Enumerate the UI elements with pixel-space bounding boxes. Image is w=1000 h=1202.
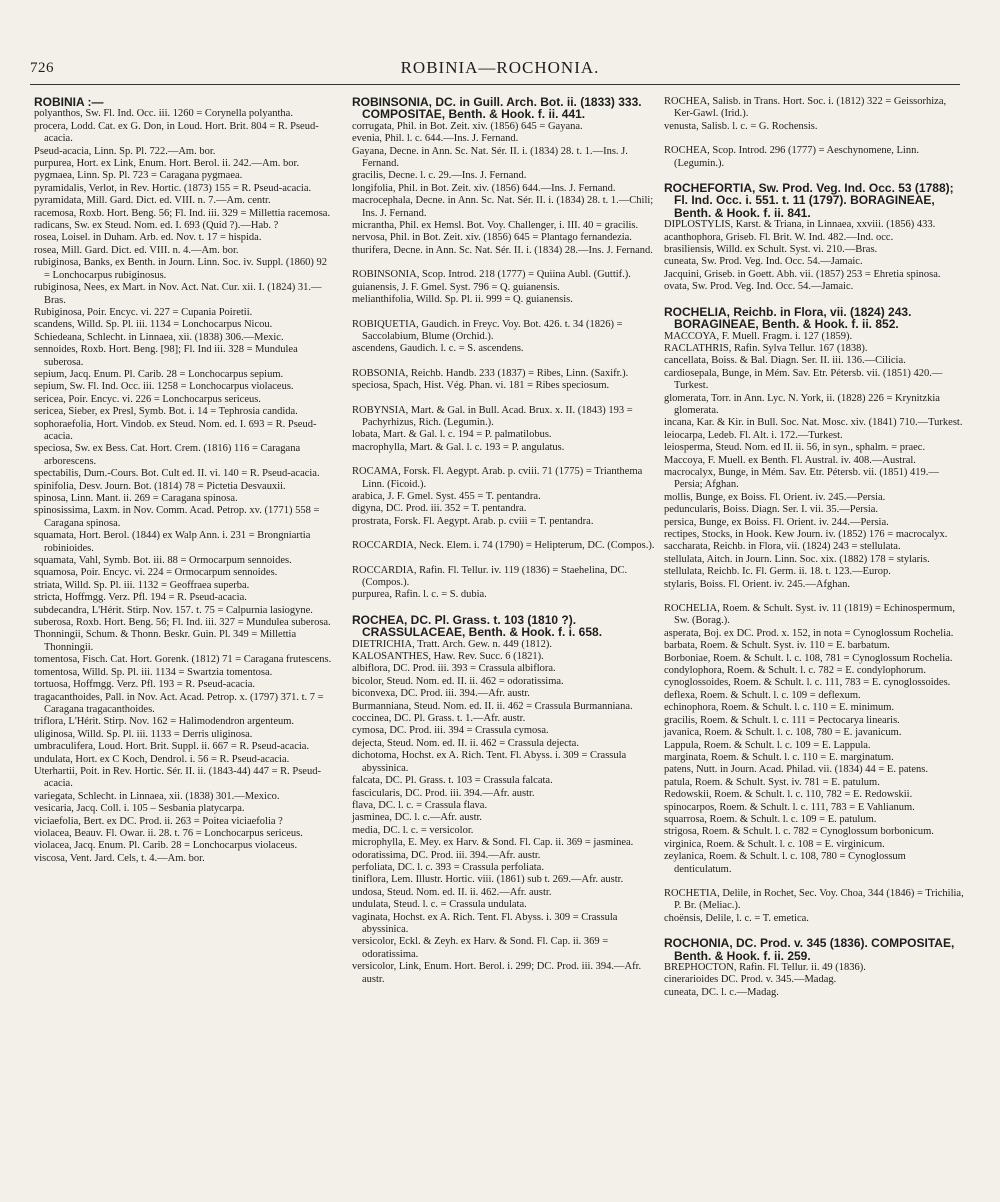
species-entry: patens, Nutt. in Journ. Acad. Philad. vii. (1834) 44 = E. patens.	[664, 764, 929, 776]
species-entry: spinifolia, Desv. Journ. Bot. (1814) 78 = Pictetia Desvauxii.	[34, 480, 286, 492]
species-entry: choënsis, Delile, l. c. = T. emetica.	[664, 912, 809, 924]
species-entry: venusta, Salisb. l. c. = G. Rochensis.	[664, 120, 818, 132]
species-entry: asperata, Boj. ex DC. Prod. x. 152, in nota = Cynoglossum Rochelia.	[664, 627, 954, 639]
species-entry: cuneata, Sw. Prod. Veg. Ind. Occ. 54.—Jamaic.	[664, 256, 863, 268]
species-entry: tiniflora, Lem. Illustr. Hortic. viii. (1861) sub t. 269.—Afr. austr.	[352, 874, 624, 886]
species-entry: sophoraefolia, Hort. Vindob. ex Steud. Nom. ed. I. 693 = R. Pseud-acacia.	[34, 418, 317, 442]
species-entry: cardiosepala, Bunge, in Mém. Sav. Etr. Pétersb. vii. (1851) 420.—Turkest.	[664, 367, 943, 392]
species-entry: ROBYNSIA, Mart. & Gal. in Bull. Acad. Brux. x. II. (1843) 193 = Pachyrhizus, Rich. (Legumin.).	[352, 404, 633, 428]
species-entry: gracilis, Decne. l. c. 29.—Ins. J. Fernand.	[352, 170, 527, 182]
species-entry: lobata, Mart. & Gal. l. c. 194 = P. palmatilobus.	[352, 429, 552, 441]
species-entry: prostrata, Forsk. Fl. Aegypt. Arab. p. cviii = T. pentandra.	[352, 515, 594, 527]
species-entry: ROBINSONIA, Scop. Introd. 218 (1777) = Quiina Aubl. (Guttif.).	[352, 269, 631, 281]
species-entry: Uterhartii, Poit. in Rev. Hortic. Sér. II. ii. (1843-44) 447 = R. Pseud-acacia.	[34, 765, 321, 790]
species-entry: vaginata, Hochst. ex A. Rich. Tent. Fl. Abyss. i. 309 = Crassula abyssinica.	[352, 911, 618, 935]
species-entry: melianthifolia, Willd. Sp. Pl. ii. 999 = Q. guianensis.	[352, 294, 573, 306]
species-entry: flava, DC. l. c. = Crassula flava.	[352, 799, 488, 811]
species-entry: umbraculifera, Loud. Hort. Brit. Suppl. ii. 667 = R. Pseud-acacia.	[34, 741, 310, 753]
species-entry: squamosa, Poir. Encyc. vi. 224 = Ormocarpum sennoides.	[34, 567, 278, 579]
genus-entry: ROBINSONIA, DC. in Guill. Arch. Bot. ii. (1833) 333. COMPOSITAE, Benth. & Hook. f. ii. 441.	[352, 95, 642, 122]
species-entry: Rubiginosa, Poir. Encyc. vi. 227 = Cupania Poiretii.	[34, 306, 253, 318]
species-entry: violacea, Jacq. Enum. Pl. Carib. 28 = Lonchocarpus violaceus.	[34, 840, 298, 852]
column-1	[34, 96, 334, 865]
species-entry: glomerata, Torr. in Ann. Lyc. N. York, ii. (1828) 226 = Krynitzkia glomerata.	[664, 392, 940, 416]
species-entry: tomentosa, Fisch. Cat. Hort. Gorenk. (1812) 71 = Caragana frutescens.	[34, 654, 332, 666]
species-entry: peduncularis, Boiss. Diagn. Ser. I. vii. 35.—Persia.	[664, 504, 879, 516]
species-entry: KALOSANTHES, Haw. Rev. Succ. 6 (1821).	[352, 651, 544, 663]
species-entry: BREPHOCTON, Rafin. Fl. Tellur. ii. 49 (1836).	[664, 962, 866, 973]
species-entry: stricta, Hoffmgg. Verz. Pfl. 194 = R. Pseud-acacia.	[34, 592, 247, 604]
species-entry: sericea, Poir. Encyc. vi. 226 = Lonchocarpus sericeus.	[34, 393, 261, 405]
species-entry: micrantha, Phil. ex Hemsl. Bot. Voy. Challenger, i. III. 40 = gracilis.	[352, 220, 639, 232]
species-entry: Pseud-acacia, Linn. Sp. Pl. 722.—Am. bor.	[34, 145, 216, 157]
species-entry: sericea, Sieber, ex Presl, Symb. Bot. i. 14 = Tephrosia candida.	[34, 406, 298, 418]
species-entry: longifolia, Phil. in Bot. Zeit. xiv. (1856) 644.—Ins. J. Fernand.	[352, 182, 616, 194]
species-entry: spinocarpos, Roem. & Schult. l. c. 111, 783 = E Vahlianum.	[664, 801, 915, 813]
species-entry: ROCAMA, Forsk. Fl. Aegypt. Arab. p. cviii. 71 (1775) = Trianthema Linn. (Ficoid.).	[352, 466, 643, 490]
genus-entry: ROCHEA, DC. Pl. Grass. t. 103 (1810 ?). CRASSULACEAE, Benth. & Hook. f. i. 658.	[352, 612, 603, 640]
header-rule	[30, 84, 960, 85]
species-entry: rectipes, Stocks, in Hook. Kew Journ. iv. (1852) 176 = macrocalyx.	[664, 529, 948, 540]
species-entry: ROCCARDIA, Neck. Elem. i. 74 (1790) = Helipterum, DC. (Compos.).	[352, 540, 655, 552]
species-entry: ROBSONIA, Reichb. Handb. 233 (1837) = Ribes, Linn. (Saxifr.).	[352, 367, 629, 379]
species-entry: DIETRICHIA, Tratt. Arch. Gew. n. 449 (1812).	[352, 638, 552, 650]
species-entry: tortuosa, Hoffmgg. Verz. Pfl. 193 = R. Pseud-acacia.	[34, 679, 256, 691]
page-number: 726	[30, 60, 54, 76]
species-entry: ROBIQUETIA, Gaudich. in Freyc. Voy. Bot. 426. t. 34 (1826) = Saccolabium, Blume (Orchid.).	[352, 318, 623, 342]
species-entry: RACLATHRIS, Rafin. Sylva Tellur. 167 (1838).	[664, 342, 868, 354]
species-entry: squamata, Hort. Berol. (1844) ex Walp Ann. i. 231 = Brongniartia robinioides.	[34, 530, 311, 554]
species-entry: triflora, L'Hérit. Stirp. Nov. 162 = Halimodendron argenteum.	[34, 716, 295, 728]
species-entry: evenia, Phil. l. c. 644.—Ins. J. Fernand.	[352, 133, 519, 145]
species-entry: ROCHEA, Salisb. in Trans. Hort. Soc. i. (1812) 322 = Geissorhiza, Ker-Gawl. (Irid.).	[664, 96, 947, 120]
species-entry: subdecandra, L'Hérit. Stirp. Nov. 157. t. 75 = Calpurnia lasiogyne.	[34, 604, 313, 616]
species-entry: marginata, Roem. & Schult. l. c. 110 = E. marginatum.	[664, 751, 894, 763]
species-entry: zeylanica, Roem. & Schult. l. c. 108, 780 = Cynoglossum denticulatum.	[664, 851, 906, 875]
species-entry: rosea, Loisel. in Duham. Arb. ed. Nov. t. 17 = hispida.	[34, 232, 262, 244]
species-entry: undulata, Hort. ex C Koch, Dendrol. i. 56 = R. Pseud-acacia.	[34, 753, 290, 765]
species-entry: suberosa, Roxb. Hort. Beng. 56; Fl. Ind. iii. 327 = Mundulea suberosa.	[34, 617, 331, 629]
species-entry: perfoliata, DC. l. c. 393 = Crassula perfoliata.	[352, 861, 544, 873]
species-entry: Maccoya, F. Muell. ex Benth. Fl. Austral. iv. 408.—Austral.	[664, 454, 916, 466]
species-entry: ovata, Sw. Prod. Veg. Ind. Occ. 54.—Jamaic.	[664, 281, 854, 293]
species-entry: incana, Kar. & Kir. in Bull. Soc. Nat. Mosc. xiv. (1841) 710.—Turkest.	[664, 417, 963, 429]
species-entry: strigosa, Roem. & Schult. l. c. 782 = Cynoglossum borbonicum.	[664, 826, 934, 838]
species-entry: albiflora, DC. Prod. iii. 393 = Crassula albiflora.	[352, 663, 556, 675]
species-entry: MACCOYA, F. Muell. Fragm. i. 127 (1859).	[664, 330, 853, 342]
species-entry: ROCHEA, Scop. Introd. 296 (1777) = Aeschynomene, Linn. (Legumin.).	[664, 145, 919, 169]
species-entry: javanica, Roem. & Schult. l. c. 108, 780 = E. javanicum.	[664, 727, 902, 739]
species-entry: falcata, DC. Pl. Grass. t. 103 = Crassula falcata.	[352, 775, 553, 787]
species-entry: rubiginosa, Banks, ex Benth. in Journ. Linn. Soc. iv. Suppl. (1860) 92 = Lonchocarpus rubiginosus.	[34, 257, 328, 281]
species-entry: pygmaea, Linn. Sp. Pl. 723 = Caragana pygmaea.	[34, 170, 243, 182]
species-entry: dejecta, Steud. Nom. ed. II. ii. 462 = Crassula dejecta.	[352, 737, 579, 749]
genus-entry: ROBINIA :—	[34, 95, 104, 109]
species-entry: undosa, Steud. Nom. ed. II. ii. 462.—Afr. austr.	[352, 886, 552, 898]
species-entry: sepium, Sw. Fl. Ind. Occ. iii. 1258 = Lonchocarpus violaceus.	[34, 381, 294, 393]
column-2	[352, 96, 658, 986]
species-entry: squarrosa, Roem. & Schult. l. c. 109 = E. patulum.	[664, 813, 877, 825]
species-entry: coccinea, DC. Pl. Grass. t. 1.—Afr. austr.	[352, 713, 526, 725]
species-entry: cymosa, DC. Prod. iii. 394 = Crassula cymosa.	[352, 725, 549, 737]
species-entry: rubiginosa, Nees, ex Mart. in Nov. Act. Nat. Cur. xii. I. (1824) 31.—Bras.	[34, 282, 322, 306]
genus-entry: ROCHELIA, Reichb. in Flora, vii. (1824) 243. BORAGINEAE, Benth. & Hook. f. ii. 852.	[664, 304, 912, 332]
species-entry: macrophylla, Mart. & Gal. l. c. 193 = P. angulatus.	[352, 441, 565, 453]
species-entry: digyna, DC. Prod. iii. 352 = T. pentandra.	[352, 503, 527, 515]
species-entry: speciosa, Spach, Hist. Vég. Phan. vi. 181 = Ribes speciosum.	[352, 380, 610, 392]
species-entry: spinosa, Linn. Mant. ii. 269 = Caragana spinosa.	[34, 493, 238, 504]
species-entry: spectabilis, Dum.-Cours. Bot. Cult ed. II. vi. 140 = R. Pseud-acacia.	[34, 468, 320, 480]
species-entry: polyanthos, Sw. Fl. Ind. Occ. iii. 1260 = Corynella polyantha.	[34, 108, 293, 120]
species-entry: vesicaria, Jacq. Coll. i. 105 – Sesbania platycarpa.	[34, 803, 245, 815]
species-entry: ascendens, Gaudich. l. c. = S. ascendens.	[352, 343, 524, 355]
species-entry: jasminea, DC. l. c.—Afr. austr.	[352, 812, 483, 824]
species-entry: Thonningii, Schum. & Thonn. Beskr. Guin. Pl. 349 = Millettia Thonningii.	[34, 629, 297, 653]
species-entry: radicans, Sw. ex Steud. Nom. ed. I. 693 (Quid ?).—Hab. ?	[34, 220, 279, 232]
genus-entry: ROCHONIA, DC. Prod. v. 345 (1836). COMPOSITAE, Benth. & Hook. f. ii. 259.	[664, 936, 955, 963]
species-entry: ROCHETIA, Delile, in Rochet, Sec. Voy. Choa, 344 (1846) = Trichilia, P. Br. (Meliac.).	[664, 887, 964, 912]
species-entry: versicolor, Link, Enum. Hort. Berol. i. 299; DC. Prod. iii. 394.—Afr. austr.	[352, 961, 642, 985]
species-entry: DIPLOSTYLIS, Karst. & Triana, in Linnaea, xxviii. (1856) 433.	[664, 219, 936, 231]
genus-entry: ROCHEFORTIA, Sw. Prod. Veg. Ind. Occ. 53 (1788); Fl. Ind. Occ. i. 551. t. 11 (1797). BORAGINEAE, Benth. & Hook. f. ii. 841.	[664, 181, 954, 220]
species-entry: thurifera, Decne. in Ann. Sc. Nat. Sér. II. i. (1834) 28.—Ins. J. Fernand.	[352, 244, 653, 256]
species-entry: ROCHELIA, Roem. & Schult. Syst. iv. 11 (1819) = Echinospermum, Sw. (Borag.).	[664, 603, 955, 627]
species-entry: cuneata, DC. l. c.—Madag.	[664, 986, 779, 998]
species-entry: stellulata, Reichb. Ic. Fl. Germ. ii. 18. t. 123.—Europ.	[664, 566, 891, 578]
species-entry: nervosa, Phil. in Bot. Zeit. xiv. (1856) 645 = Plantago fernandezia.	[352, 232, 632, 244]
species-entry: Lappula, Roem. & Schult. l. c. 109 = E. Lappula.	[664, 739, 871, 751]
species-entry: barbata, Roem. & Schult. Syst. iv. 110 = E. barbatum.	[664, 640, 890, 652]
species-entry: macrocephala, Decne. in Ann. Sc. Nat. Sér. II. i. (1834) 28. t. 1.—Chili; Ins. J. Fernand.	[352, 195, 654, 219]
species-entry: Jacquini, Griseb. in Goett. Abh. vii. (1857) 253 = Ehretia spinosa.	[664, 268, 941, 280]
species-entry: striata, Willd. Sp. Pl. iii. 1132 = Geoffraea superba.	[34, 579, 250, 591]
species-entry: stellulata, Aitch. in Journ. Linn. Soc. xix. (1882) 178 = stylaris.	[664, 553, 930, 565]
species-entry: deflexa, Roem. & Schult. l. c. 109 = deflexum.	[664, 689, 861, 701]
species-entry: tomentosa, Willd. Sp. Pl. iii. 1134 = Swartzia tomentosa.	[34, 666, 273, 678]
species-entry: acanthophora, Griseb. Fl. Brit. W. Ind. 482.—Ind. occ.	[664, 231, 894, 243]
species-entry: odoratissima, DC. Prod. iii. 394.—Afr. austr.	[352, 849, 541, 861]
species-entry: purpurea, Hort. ex Link, Enum. Hort. Berol. ii. 242.—Am. bor.	[34, 158, 300, 170]
species-entry: pyramidalis, Verlot, in Rev. Hortic. (1873) 155 = R. Pseud-acacia.	[34, 182, 312, 194]
species-entry: squamata, Vahl, Symb. Bot. iii. 88 = Ormocarpum sennoides.	[34, 555, 292, 567]
species-entry: leiosperma, Steud. Nom. ed II. ii. 56, in syn., sphalm. = praec.	[664, 442, 926, 454]
species-entry: Burmanniana, Steud. Nom. ed. II. ii. 462 = Crassula Burmanniana.	[352, 700, 633, 712]
species-entry: Schiedeana, Schlecht. in Linnaea, xii. (1838) 306.—Mexic.	[34, 331, 284, 343]
species-entry: tragacanthoides, Pall. in Nov. Act. Acad. Petrop. x. (1797) 371. t. 7 = Caragana tragacanthoides.	[34, 691, 324, 715]
species-entry: violacea, Beauv. Fl. Owar. ii. 28. t. 76 = Lonchocarpus sericeus.	[34, 827, 303, 839]
species-entry: procera, Lodd. Cat. ex G. Don, in Loud. Hort. Brit. 804 = R. Pseud-acacia.	[34, 120, 319, 145]
species-entry: racemosa, Roxb. Hort. Beng. 56; Fl. Ind. iii. 329 = Millettia racemosa.	[34, 207, 331, 219]
species-entry: pyramidata, Mill. Gard. Dict. ed. VIII. n. 7.—Am. centr.	[34, 195, 271, 207]
species-entry: cynoglossoides, Roem. & Schult. l. c. 111, 783 = E. cynoglossoides.	[664, 677, 951, 689]
species-entry: sepium, Jacq. Enum. Pl. Carib. 28 = Lonchocarpus sepium.	[34, 368, 284, 380]
species-entry: versicolor, Eckl. & Zeyh. ex Harv. & Sond. Fl. Cap. ii. 369 = odoratissima.	[352, 936, 609, 960]
species-entry: purpurea, Rafin. l. c. = S. dubia.	[352, 589, 487, 601]
species-entry: Borboniae, Roem. & Schult. l. c. 108, 781 = Cynoglossum Rochelia.	[664, 652, 953, 664]
running-head: ROBINIA—ROCHONIA.	[400, 58, 600, 77]
species-entry: guianensis, J. F. Gmel. Syst. 796 = Q. guianensis.	[352, 281, 560, 293]
species-entry: virginica, Roem. & Schult. l. c. 108 = E. virginicum.	[664, 838, 885, 850]
species-entry: saccharata, Reichb. in Flora, vii. (1824) 243 = stellulata.	[664, 541, 901, 553]
species-entry: speciosa, Sw. ex Bess. Cat. Hort. Crem. (1816) 116 = Caragana arborescens.	[34, 443, 301, 467]
species-entry: brasiliensis, Willd. ex Schult. Syst. vi. 210.—Bras.	[664, 244, 878, 256]
species-entry: arabica, J. F. Gmel. Syst. 455 = T. pentandra.	[352, 490, 541, 502]
species-entry: uliginosa, Willd. Sp. Pl. iii. 1133 = Derris uliginosa.	[34, 728, 253, 740]
species-entry: variegata, Schlecht. in Linnaea, xii. (1838) 301.—Mexico.	[34, 790, 280, 802]
species-entry: bicolor, Steud. Nom. ed. II. ii. 462 = odoratissima.	[352, 675, 564, 687]
species-entry: biconvexa, DC. Prod. iii. 394.—Afr. austr.	[352, 688, 530, 700]
species-entry: viscosa, Vent. Jard. Cels, t. 4.—Am. bor.	[34, 852, 205, 864]
species-entry: undulata, Steud. l. c. = Crassula undulata.	[352, 899, 527, 911]
species-entry: spinosissima, Laxm. in Nov. Comm. Acad. Petrop. xv. (1771) 558 = Caragana spinosa.	[34, 505, 320, 529]
species-entry: scandens, Willd. Sp. Pl. iii. 1134 = Lonchocarpus Nicou.	[34, 319, 273, 331]
species-entry: macrocalyx, Bunge, in Mém. Sav. Etr. Pétersb. vii. (1851) 419.—Persia; Afghan.	[664, 466, 939, 491]
species-entry: microphylla, E. Mey. ex Harv. & Sond. Fl. Cap. ii. 369 = jasminea.	[352, 837, 634, 849]
species-entry: Redowskii, Roem. & Schult. l. c. 110, 782 = E. Redowskii.	[664, 789, 913, 801]
species-entry: patula, Roem. & Schult. Syst. iv. 781 = E. patulum.	[664, 776, 880, 788]
species-entry: Gayana, Decne. in Ann. Sc. Nat. Sér. II. i. (1834) 28. t. 1.—Ins. J. Fernand.	[352, 145, 628, 170]
species-entry: ROCCARDIA, Rafin. Fl. Tellur. iv. 119 (1836) = Staehelina, DC. (Compos.).	[352, 564, 628, 588]
species-entry: sennoides, Roxb. Hort. Beng. [98]; Fl. Ind iii. 328 = Mundulea suberosa.	[34, 344, 298, 368]
species-entry: mollis, Bunge, ex Boiss. Fl. Orient. iv. 245.—Persia.	[664, 491, 886, 503]
species-entry: echinophora, Roem. & Schult. l. c. 110 = E. minimum.	[664, 702, 895, 714]
species-entry: dichotoma, Hochst. ex A. Rich. Tent. Fl. Abyss. i. 309 = Crassula abyssinica.	[352, 750, 627, 774]
species-entry: cancellata, Boiss. & Bal. Diagn. Ser. II. iii. 136.—Cilicia.	[664, 355, 906, 367]
column-3	[664, 96, 964, 999]
species-entry: persica, Bunge, ex Boiss. Fl. Orient. iv. 244.—Persia.	[664, 516, 889, 528]
species-entry: cinerarioides DC. Prod. v. 345.—Madag.	[664, 974, 837, 986]
species-entry: stylaris, Boiss. Fl. Orient. iv. 245.—Afghan.	[664, 578, 850, 590]
species-entry: viciaefolia, Bert. ex DC. Prod. ii. 263 = Poitea viciaefolia ?	[34, 815, 283, 827]
species-entry: media, DC. l. c. = versicolor.	[352, 824, 474, 836]
species-entry: leiocarpa, Ledeb. Fl. Alt. i. 172.—Turkest.	[664, 429, 843, 441]
species-entry: corrugata, Phil. in Bot. Zeit. xiv. (1856) 645 = Gayana.	[352, 120, 583, 132]
species-entry: rosea, Mill. Gard. Dict. ed. VIII. n. 4.—Am. bor.	[34, 244, 239, 256]
species-entry: condylophora, Roem. & Schult. l. c. 782 = E. condylophorum.	[664, 665, 926, 677]
species-entry: gracilis, Roem. & Schult. l. c. 111 = Pectocarya linearis.	[664, 714, 900, 726]
species-entry: fascicularis, DC. Prod. iii. 394.—Afr. austr.	[352, 787, 535, 799]
